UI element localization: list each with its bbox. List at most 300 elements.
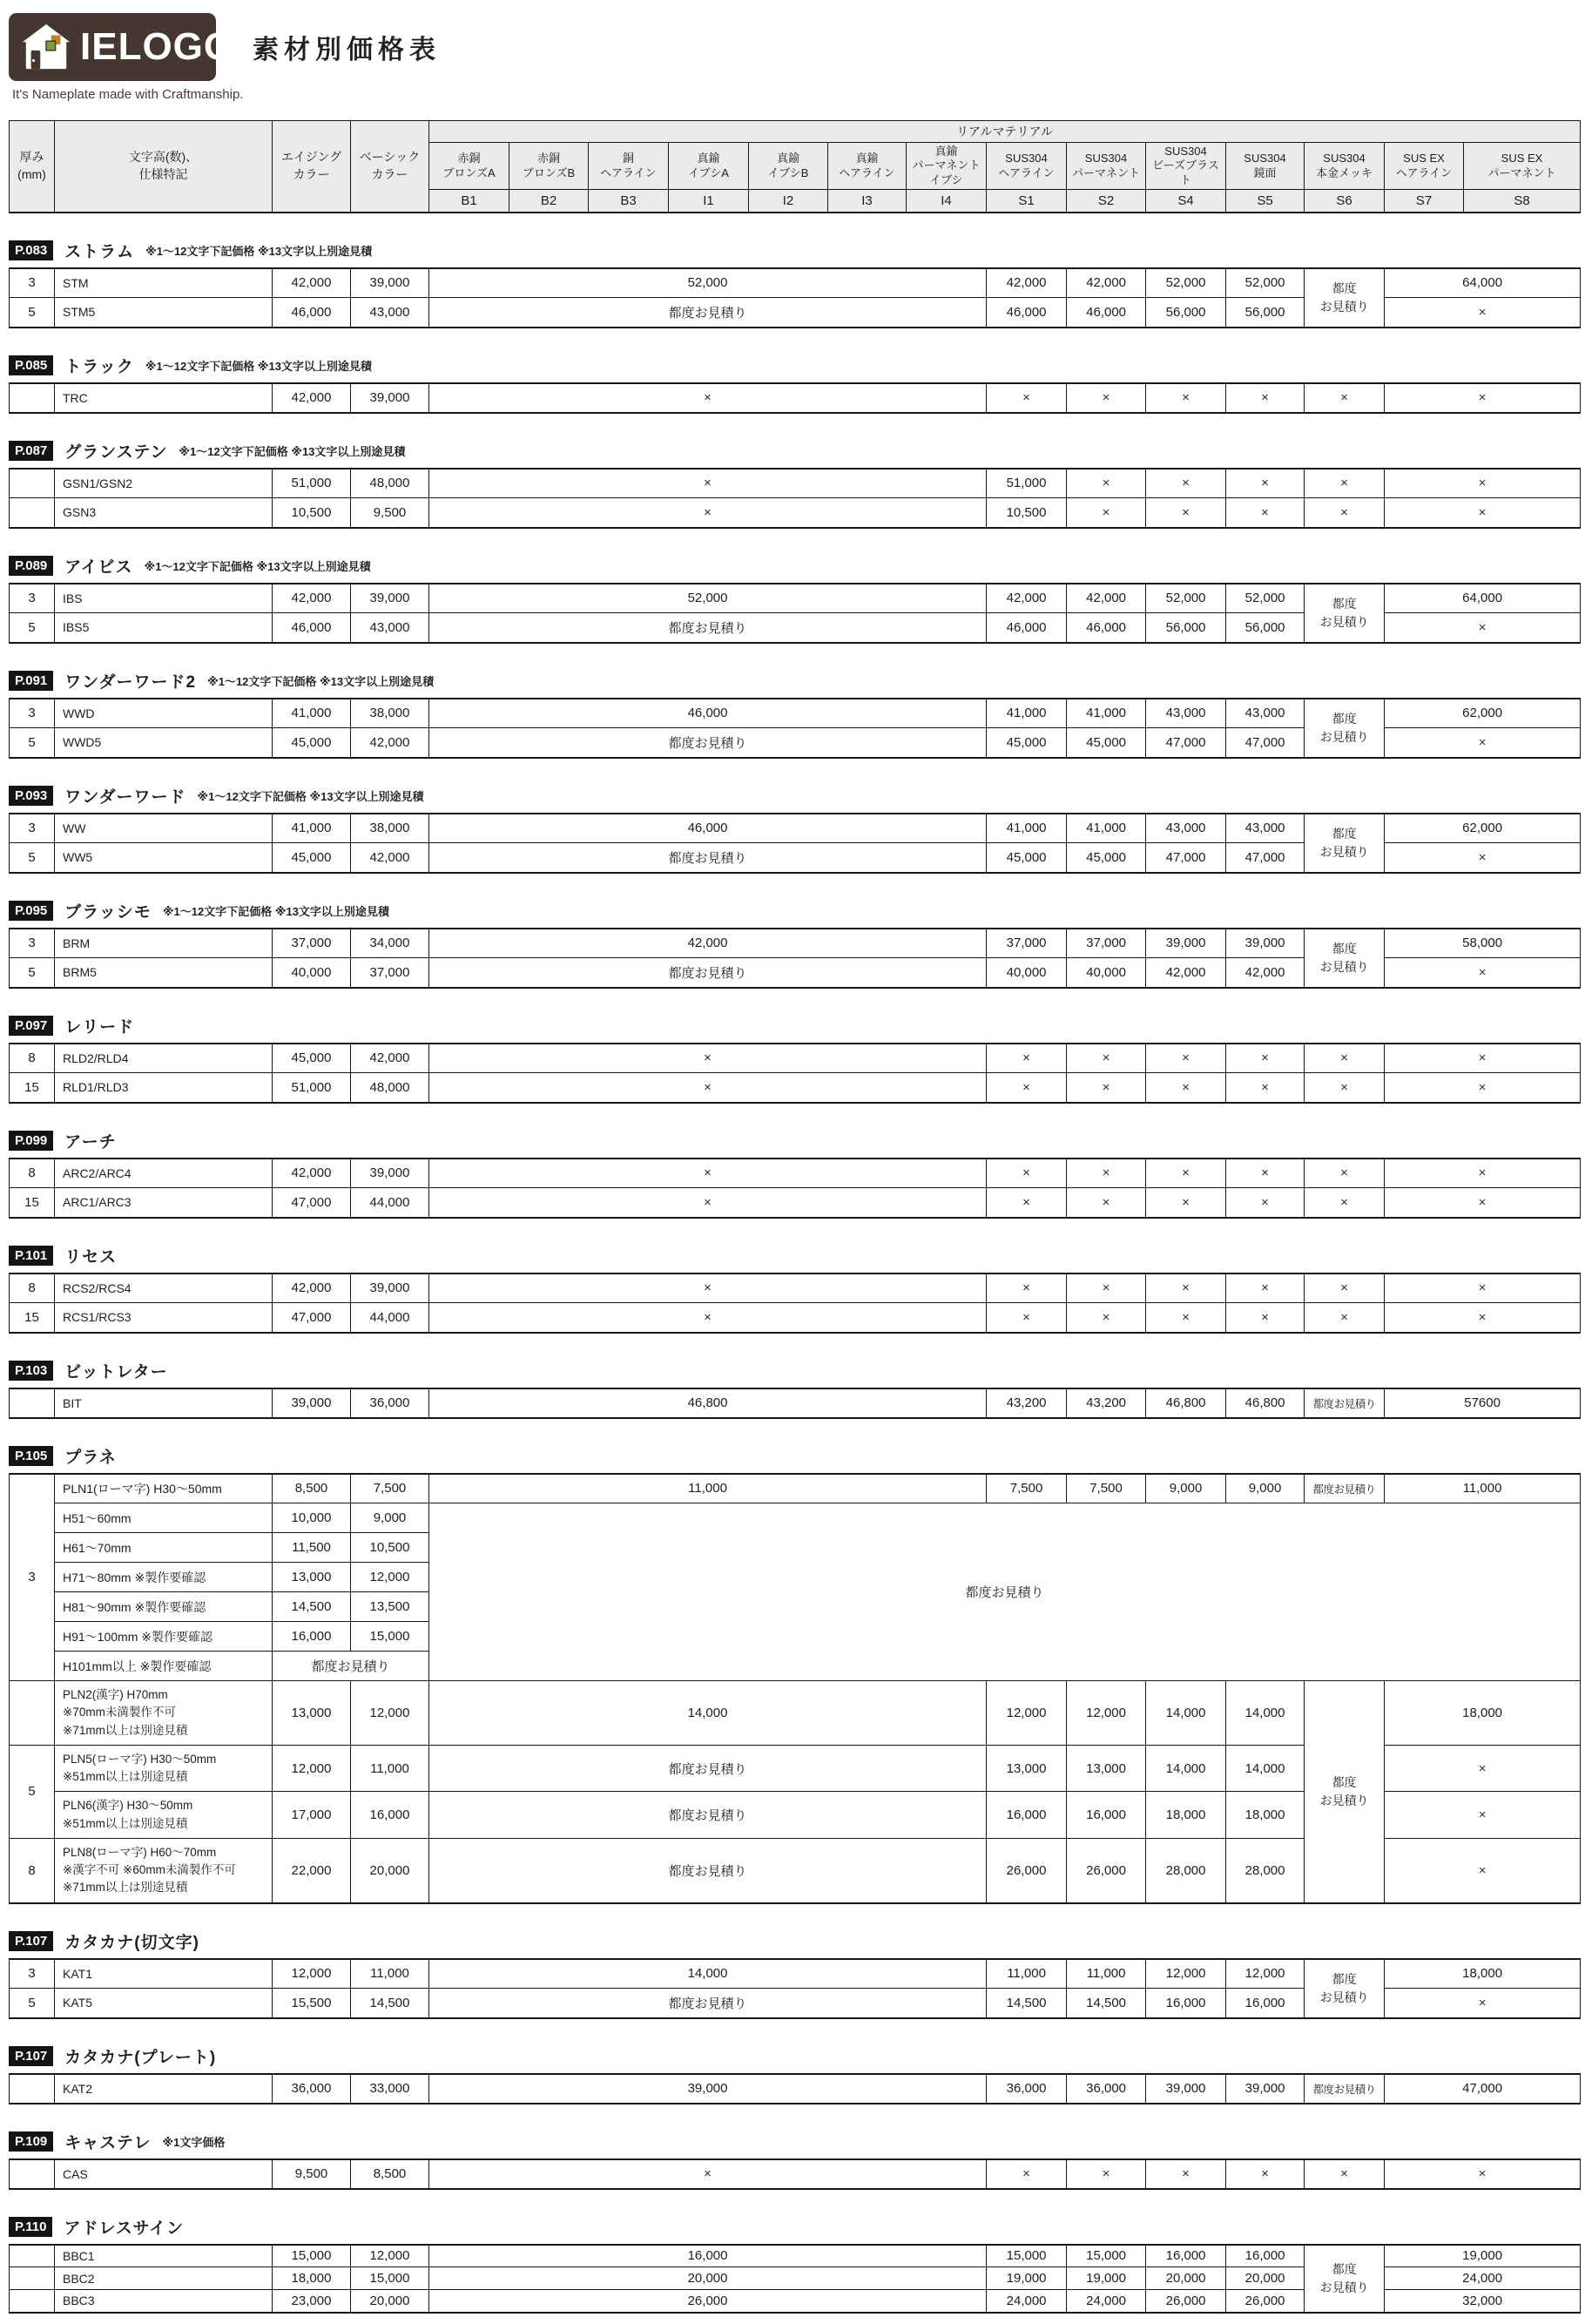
price-cell: 42,000: [987, 268, 1067, 298]
price-cell: 45,000: [273, 1044, 351, 1073]
quote-on-request-cell: 都度 お見積り: [1305, 814, 1385, 873]
section-heading: [9, 438, 1585, 464]
price-cell: 19,000: [1385, 2245, 1581, 2267]
section-title: ビットレター: [64, 1363, 168, 1382]
section-title: カタカナ(切文字): [64, 1934, 199, 1952]
price-cell: 43,000: [1146, 814, 1226, 843]
price-cell: 46,000: [1067, 613, 1146, 643]
price-cell: 20,000: [429, 2267, 987, 2290]
not-available-mark: ×: [429, 1159, 987, 1188]
material-code-I4: I4: [907, 190, 987, 213]
section-p089-3: [9, 553, 1585, 644]
price-cell: 9,500: [273, 2159, 351, 2189]
price-cell: 10,500: [351, 1533, 429, 1563]
section-heading: [9, 783, 1585, 809]
price-cell: 24,000: [1067, 2290, 1146, 2313]
price-cell: 56,000: [1146, 613, 1226, 643]
col-header-aging-color: エイジング カラー: [273, 121, 351, 213]
price-cell: 42,000: [1067, 268, 1146, 298]
spec-cell: PLN5(ローマ字) H30～50mm ※51mm以上は別途見積: [55, 1745, 273, 1792]
price-cell: 24,000: [1385, 2267, 1581, 2290]
quote-on-request-cell: 都度 お見積り: [1305, 2245, 1385, 2313]
spec-cell: KAT5: [55, 1989, 273, 2018]
price-cell: 14,500: [1067, 1989, 1146, 2018]
price-cell: 37,000: [1067, 929, 1146, 958]
not-available-mark: ×: [1067, 498, 1146, 528]
section-heading: [9, 553, 1585, 579]
spec-cell: PLN8(ローマ字) H60～70mm ※漢字不可 ※60mm未満製作不可 ※71mm以上は別途見積: [55, 1838, 273, 1902]
spec-cell: H71～80mm ※製作要確認: [55, 1563, 273, 1592]
page-tag: P.105: [9, 1446, 53, 1466]
price-cell: 15,000: [987, 2245, 1067, 2267]
thickness-cell: 3: [10, 699, 55, 728]
column-header-table: [9, 120, 1581, 213]
price-cell: 12,000: [273, 1745, 351, 1792]
page-tag: P.099: [9, 1131, 53, 1151]
section-heading: [9, 2129, 1585, 2155]
spec-cell: H51～60mm: [55, 1503, 273, 1533]
quote-on-request-cell: 都度お見積り: [429, 728, 987, 758]
quote-on-request-cell: 都度 お見積り: [1305, 584, 1385, 643]
section-p093-5: [9, 783, 1585, 874]
not-available-mark: ×: [1385, 1303, 1581, 1333]
price-cell: 45,000: [273, 843, 351, 873]
quote-on-request-cell: 都度お見積り: [273, 1652, 429, 1681]
price-cell: 45,000: [273, 728, 351, 758]
not-available-mark: ×: [1385, 1989, 1581, 2018]
spec-cell: PLN2(漢字) H70mm ※70mm未満製作不可 ※71mm以上は別途見積: [55, 1681, 273, 1746]
section-title: ブラッシモ: [64, 903, 152, 922]
quote-on-request-cell: 都度お見積り: [1305, 2074, 1385, 2104]
price-cell: 46,000: [987, 298, 1067, 328]
quote-on-request-cell: 都度お見積り: [429, 1989, 987, 2018]
price-cell: 15,000: [273, 2245, 351, 2267]
price-cell: 32,000: [1385, 2290, 1581, 2313]
price-cell: 48,000: [351, 1073, 429, 1103]
price-cell: 16,000: [1146, 1989, 1226, 2018]
material-code-S5: S5: [1226, 190, 1305, 213]
price-table: [9, 468, 1581, 529]
price-cell: 39,000: [1146, 2074, 1226, 2104]
section-note: ※1～12文字下記価格 ※13文字以上別途見積: [145, 245, 373, 258]
material-col-I3: 真鍮 ヘアライン: [828, 143, 907, 190]
section-heading: [9, 668, 1585, 694]
price-cell: 45,000: [987, 843, 1067, 873]
quote-on-request-cell: 都度 お見積り: [1305, 1959, 1385, 2018]
page-tag: P.085: [9, 355, 53, 375]
price-cell: 10,500: [273, 498, 351, 528]
price-cell: 7,500: [987, 1474, 1067, 1503]
not-available-mark: ×: [1226, 498, 1305, 528]
price-table: [9, 267, 1581, 328]
price-cell: 18,000: [273, 2267, 351, 2290]
price-cell: 12,000: [351, 1563, 429, 1592]
price-cell: 9,000: [1226, 1474, 1305, 1503]
section-p101-9: [9, 1243, 1585, 1334]
spec-cell: IBS: [55, 584, 273, 613]
price-cell: 39,000: [429, 2074, 987, 2104]
spec-cell: WWD5: [55, 728, 273, 758]
thickness-cell: 3: [10, 268, 55, 298]
material-col-I2: 真鍮 イブシB: [749, 143, 828, 190]
spec-cell: IBS5: [55, 613, 273, 643]
price-cell: 12,000: [987, 1681, 1067, 1746]
not-available-mark: ×: [1305, 1303, 1385, 1333]
price-cell: 52,000: [1226, 584, 1305, 613]
section-title: リセス: [64, 1248, 118, 1267]
price-cell: 12,000: [273, 1959, 351, 1989]
price-cell: 42,000: [987, 584, 1067, 613]
price-cell: 44,000: [351, 1188, 429, 1218]
brand-text: IELOGO: [80, 25, 235, 68]
section-heading: [9, 1929, 1585, 1955]
material-col-B3: 銅 ヘアライン: [589, 143, 669, 190]
section-p083-0: [9, 238, 1585, 328]
price-cell: 62,000: [1385, 814, 1581, 843]
price-table: [9, 1043, 1581, 1104]
price-cell: 16,000: [987, 1792, 1067, 1839]
price-cell: 48,000: [351, 469, 429, 498]
section-title: カタカナ(プレート): [64, 2049, 217, 2067]
price-cell: 47,000: [1226, 843, 1305, 873]
section-p107-13: [9, 2044, 1585, 2104]
not-available-mark: ×: [1385, 498, 1581, 528]
not-available-mark: ×: [1226, 1159, 1305, 1188]
section-heading: [9, 898, 1585, 924]
section-p097-7: [9, 1013, 1585, 1104]
spec-cell: ARC2/ARC4: [55, 1159, 273, 1188]
col-header-thickness: 厚み (mm): [10, 121, 55, 213]
section-heading: [9, 1358, 1585, 1384]
not-available-mark: ×: [1385, 1073, 1581, 1103]
thickness-cell: 5: [10, 958, 55, 988]
material-col-I1: 真鍮 イブシA: [669, 143, 749, 190]
spec-cell: CAS: [55, 2159, 273, 2189]
spec-cell: H81～90mm ※製作要確認: [55, 1592, 273, 1622]
page-tag: P.093: [9, 786, 53, 806]
material-col-S1: SUS304 ヘアライン: [987, 143, 1067, 190]
price-cell: 46,800: [1226, 1388, 1305, 1418]
price-cell: 14,000: [1146, 1681, 1226, 1746]
price-cell: 12,000: [1067, 1681, 1146, 1746]
price-cell: 34,000: [351, 929, 429, 958]
material-code-B1: B1: [429, 190, 509, 213]
price-cell: 11,000: [351, 1959, 429, 1989]
price-cell: 20,000: [351, 1838, 429, 1902]
quote-on-request-cell: 都度お見積り: [1305, 1474, 1385, 1503]
not-available-mark: ×: [1305, 1188, 1385, 1218]
price-table: [9, 1473, 1581, 1904]
price-cell: 41,000: [273, 814, 351, 843]
price-cell: 20,000: [351, 2290, 429, 2313]
not-available-mark: ×: [429, 1188, 987, 1218]
quote-on-request-cell: 都度 お見積り: [1305, 268, 1385, 328]
price-cell: 43,000: [351, 613, 429, 643]
price-cell: 28,000: [1226, 1838, 1305, 1902]
price-cell: 44,000: [351, 1303, 429, 1333]
price-cell: 18,000: [1385, 1959, 1581, 1989]
spec-cell: BBC1: [55, 2245, 273, 2267]
not-available-mark: ×: [1305, 498, 1385, 528]
price-cell: 16,000: [351, 1792, 429, 1839]
price-cell: 46,800: [1146, 1388, 1226, 1418]
price-cell: 40,000: [987, 958, 1067, 988]
price-table: [9, 1958, 1581, 2019]
brand-row: [9, 12, 1585, 82]
thickness-cell: 15: [10, 1303, 55, 1333]
section-p091-4: [9, 668, 1585, 759]
price-cell: 47,000: [1146, 728, 1226, 758]
not-available-mark: ×: [1305, 383, 1385, 413]
price-cell: 51,000: [273, 469, 351, 498]
price-cell: 16,000: [429, 2245, 987, 2267]
spec-cell: KAT2: [55, 2074, 273, 2104]
price-cell: 56,000: [1146, 298, 1226, 328]
spec-cell: RLD1/RLD3: [55, 1073, 273, 1103]
thickness-cell: 3: [10, 929, 55, 958]
not-available-mark: ×: [1067, 1044, 1146, 1073]
section-p099-8: [9, 1128, 1585, 1219]
not-available-mark: ×: [429, 498, 987, 528]
price-table: [9, 583, 1581, 644]
section-p109-14: [9, 2129, 1585, 2190]
thickness-cell: 8: [10, 1044, 55, 1073]
spec-cell: STM: [55, 268, 273, 298]
not-available-mark: ×: [1146, 1073, 1226, 1103]
price-cell: 39,000: [351, 584, 429, 613]
price-cell: 15,000: [1067, 2245, 1146, 2267]
not-available-mark: ×: [987, 383, 1067, 413]
price-cell: 42,000: [1146, 958, 1226, 988]
section-note: ※1～12文字下記価格 ※13文字以上別途見積: [197, 790, 424, 803]
price-cell: 58,000: [1385, 929, 1581, 958]
sections-container: [9, 238, 1585, 2314]
price-cell: 15,000: [351, 1622, 429, 1652]
not-available-mark: ×: [1067, 383, 1146, 413]
not-available-mark: ×: [987, 2159, 1067, 2189]
quote-on-request-cell: 都度お見積り: [429, 1503, 1581, 1681]
price-cell: 39,000: [351, 1273, 429, 1303]
price-cell: 46,800: [429, 1388, 987, 1418]
price-cell: 42,000: [273, 584, 351, 613]
price-cell: 41,000: [1067, 699, 1146, 728]
not-available-mark: ×: [1226, 1073, 1305, 1103]
price-cell: 14,000: [429, 1681, 987, 1746]
price-cell: 39,000: [273, 1388, 351, 1418]
not-available-mark: ×: [1067, 1188, 1146, 1218]
thickness-cell: [10, 383, 55, 413]
price-cell: 14,000: [1226, 1681, 1305, 1746]
section-p105-11: [9, 1443, 1585, 1904]
logo-tagline: It's Nameplate made with Craftmanship.: [12, 87, 244, 102]
thickness-cell: [10, 2267, 55, 2290]
not-available-mark: ×: [1305, 1044, 1385, 1073]
price-cell: 18,000: [1385, 1681, 1581, 1746]
price-cell: 39,000: [351, 383, 429, 413]
section-title: アドレスサイン: [64, 2219, 185, 2238]
not-available-mark: ×: [1385, 298, 1581, 328]
spec-cell: ARC1/ARC3: [55, 1188, 273, 1218]
not-available-mark: ×: [987, 1044, 1067, 1073]
price-cell: 23,000: [273, 2290, 351, 2313]
price-cell: 42,000: [429, 929, 987, 958]
price-cell: 41,000: [987, 699, 1067, 728]
price-cell: 37,000: [273, 929, 351, 958]
thickness-cell: [10, 2290, 55, 2313]
not-available-mark: ×: [1226, 469, 1305, 498]
price-cell: 64,000: [1385, 268, 1581, 298]
not-available-mark: ×: [1067, 469, 1146, 498]
price-cell: 13,500: [351, 1592, 429, 1622]
page-tag: P.083: [9, 240, 53, 260]
thickness-cell: 3: [10, 1959, 55, 1989]
thickness-cell: [10, 2245, 55, 2267]
price-cell: 56,000: [1226, 613, 1305, 643]
price-cell: 9,000: [351, 1503, 429, 1533]
price-cell: 12,000: [351, 1681, 429, 1746]
price-cell: 43,000: [1226, 814, 1305, 843]
thickness-cell: 15: [10, 1073, 55, 1103]
section-heading: [9, 238, 1585, 264]
section-heading: [9, 1243, 1585, 1269]
price-cell: 39,000: [1146, 929, 1226, 958]
price-cell: 40,000: [273, 958, 351, 988]
not-available-mark: ×: [1385, 1044, 1581, 1073]
price-cell: 37,000: [987, 929, 1067, 958]
material-code-S8: S8: [1464, 190, 1581, 213]
spec-cell: BBC2: [55, 2267, 273, 2290]
price-cell: 11,500: [273, 1533, 351, 1563]
not-available-mark: ×: [987, 1188, 1067, 1218]
section-note: ※1～12文字下記価格 ※13文字以上別途見積: [145, 360, 372, 373]
material-col-B2: 赤銅 ブロンズB: [509, 143, 589, 190]
price-cell: 18,000: [1146, 1792, 1226, 1839]
section-title: アイビス: [64, 558, 133, 577]
price-table: [9, 1158, 1581, 1219]
not-available-mark: ×: [1385, 613, 1581, 643]
price-cell: 36,000: [987, 2074, 1067, 2104]
price-cell: 45,000: [1067, 728, 1146, 758]
section-note: ※1～12文字下記価格 ※13文字以上別途見積: [179, 445, 406, 458]
not-available-mark: ×: [1385, 1745, 1581, 1792]
section-title: ストラム: [64, 243, 135, 261]
price-cell: 9,500: [351, 498, 429, 528]
material-col-S2: SUS304 パーマネント: [1067, 143, 1146, 190]
price-cell: 10,500: [987, 498, 1067, 528]
spec-cell: RLD2/RLD4: [55, 1044, 273, 1073]
price-cell: 43,000: [1146, 699, 1226, 728]
price-cell: 42,000: [273, 268, 351, 298]
spec-cell: H91～100mm ※製作要確認: [55, 1622, 273, 1652]
price-cell: 15,500: [273, 1989, 351, 2018]
price-cell: 14,000: [429, 1959, 987, 1989]
price-cell: 47,000: [273, 1188, 351, 1218]
not-available-mark: ×: [1385, 1838, 1581, 1902]
not-available-mark: ×: [1146, 469, 1226, 498]
price-table: [9, 698, 1581, 759]
spec-cell: GSN1/GSN2: [55, 469, 273, 498]
price-cell: 42,000: [351, 728, 429, 758]
not-available-mark: ×: [1226, 1044, 1305, 1073]
price-cell: 42,000: [273, 1273, 351, 1303]
page-tag: P.091: [9, 671, 53, 691]
not-available-mark: ×: [1226, 1273, 1305, 1303]
not-available-mark: ×: [429, 1044, 987, 1073]
not-available-mark: ×: [987, 1159, 1067, 1188]
price-cell: 16,000: [1226, 1989, 1305, 2018]
material-code-I2: I2: [749, 190, 828, 213]
material-code-I1: I1: [669, 190, 749, 213]
quote-on-request-cell: 都度お見積り: [429, 1745, 987, 1792]
not-available-mark: ×: [1146, 1273, 1226, 1303]
section-p107-12: [9, 1929, 1585, 2019]
price-cell: 26,000: [1146, 2290, 1226, 2313]
material-code-S2: S2: [1067, 190, 1146, 213]
price-cell: 13,000: [1067, 1745, 1146, 1792]
thickness-cell: [10, 498, 55, 528]
price-table: [9, 2158, 1581, 2190]
thickness-cell: 8: [10, 1838, 55, 1902]
price-cell: 11,000: [987, 1959, 1067, 1989]
price-cell: 16,000: [1226, 2245, 1305, 2267]
price-cell: 28,000: [1146, 1838, 1226, 1902]
price-cell: 46,000: [429, 699, 987, 728]
price-cell: 45,000: [1067, 843, 1146, 873]
not-available-mark: ×: [429, 469, 987, 498]
material-col-S6: SUS304 本金メッキ: [1305, 143, 1385, 190]
price-cell: 52,000: [1146, 268, 1226, 298]
thickness-cell: [10, 469, 55, 498]
price-cell: 51,000: [987, 469, 1067, 498]
thickness-cell: 5: [10, 298, 55, 328]
price-cell: 17,000: [273, 1792, 351, 1839]
not-available-mark: ×: [1146, 2159, 1226, 2189]
price-cell: 42,000: [1226, 958, 1305, 988]
price-cell: 47,000: [1226, 728, 1305, 758]
price-cell: 38,000: [351, 699, 429, 728]
page-tag: P.109: [9, 2131, 53, 2152]
thickness-cell: 3: [10, 584, 55, 613]
price-cell: 42,000: [1067, 584, 1146, 613]
house-icon: [21, 22, 71, 72]
section-note: ※1～12文字下記価格 ※13文字以上別途見積: [144, 560, 371, 573]
section-title: キャステレ: [64, 2134, 152, 2152]
price-cell: 11,000: [1067, 1959, 1146, 1989]
material-code-S7: S7: [1385, 190, 1464, 213]
not-available-mark: ×: [1146, 383, 1226, 413]
material-col-I4: 真鍮 パーマネント イブシ: [907, 143, 987, 190]
price-table: [9, 813, 1581, 874]
real-material-band: リアルマテリアル: [429, 121, 1581, 143]
spec-cell: H61～70mm: [55, 1533, 273, 1563]
col-header-basic-color: ベーシック カラー: [351, 121, 429, 213]
price-cell: 42,000: [351, 1044, 429, 1073]
price-cell: 20,000: [1226, 2267, 1305, 2290]
material-col-S8: SUS EX パーマネント: [1464, 143, 1581, 190]
spec-cell: BRM: [55, 929, 273, 958]
material-col-S7: SUS EX ヘアライン: [1385, 143, 1464, 190]
quote-on-request-cell: 都度 お見積り: [1305, 929, 1385, 988]
not-available-mark: ×: [1226, 1188, 1305, 1218]
section-title: レリード: [64, 1018, 135, 1037]
price-cell: 46,000: [987, 613, 1067, 643]
thickness-cell: 15: [10, 1188, 55, 1218]
col-header-spec: 文字高(数)、 仕様特記: [55, 121, 273, 213]
price-cell: 18,000: [1226, 1792, 1305, 1839]
quote-on-request-cell: 都度お見積り: [429, 843, 987, 873]
thickness-cell: 5: [10, 728, 55, 758]
price-cell: 7,500: [1067, 1474, 1146, 1503]
